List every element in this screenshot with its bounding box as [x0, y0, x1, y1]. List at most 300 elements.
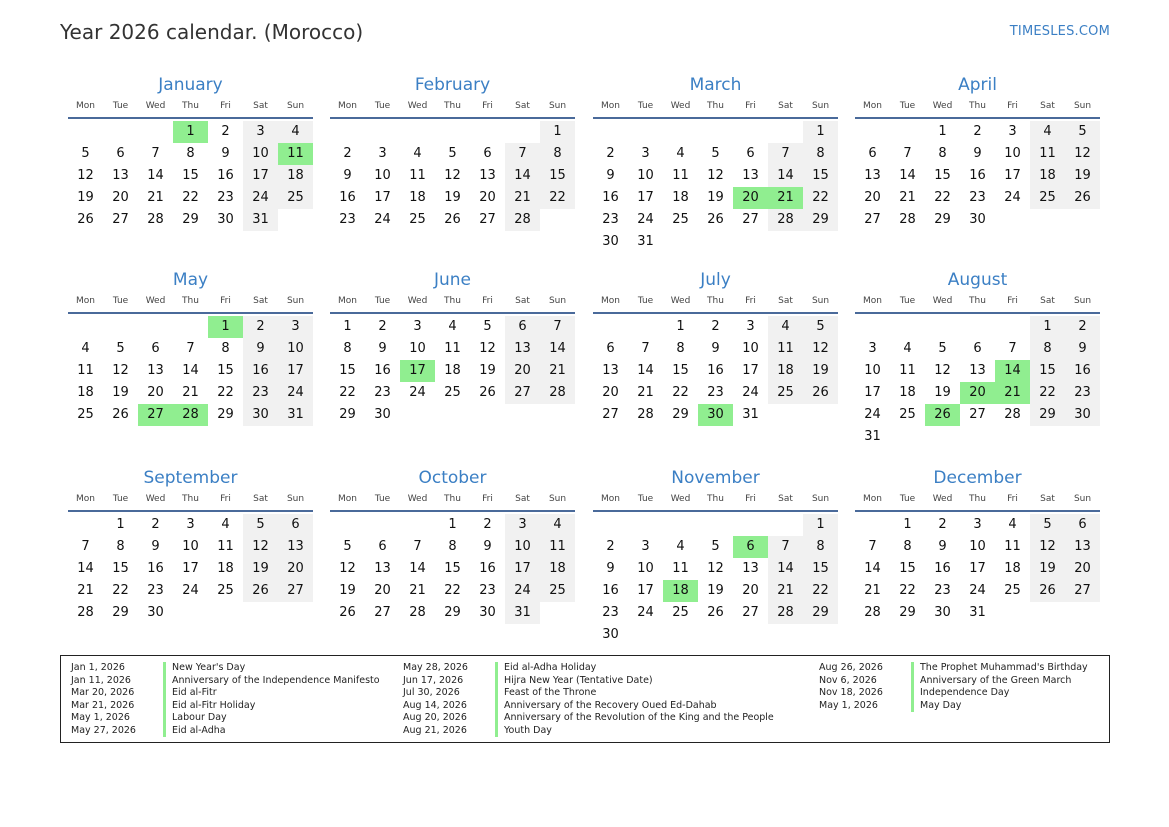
day-cell: 31: [637, 234, 654, 249]
day-cell: 29: [339, 407, 356, 422]
day-cell: 30: [969, 212, 986, 227]
weekday-label: Tue: [637, 296, 654, 306]
holiday-day: 27: [138, 404, 173, 426]
legend-row: [403, 662, 774, 675]
weekday-label: Thu: [444, 296, 461, 306]
holiday-date: Jul 30, 2026: [403, 687, 460, 698]
empty-cell: [855, 121, 890, 143]
day-cell: 8: [938, 146, 947, 161]
day-cell: 1: [938, 124, 947, 139]
holiday-name: New Year's Day: [163, 662, 245, 675]
day-cell: 24: [505, 580, 540, 602]
day-cell: 28: [768, 602, 803, 624]
weekday-label: Sun: [811, 296, 830, 306]
holiday-name: Eid al-Adha: [163, 725, 226, 738]
weekday-label: Sat: [515, 296, 530, 306]
empty-cell: [890, 121, 925, 143]
weekday-label: Sat: [1040, 101, 1055, 111]
day-cell: 4: [1030, 121, 1065, 143]
weekday-label: Fri: [745, 494, 756, 504]
day-cell: 26: [479, 385, 496, 400]
day-cell: 14: [505, 165, 540, 187]
empty-cell: [470, 121, 505, 143]
weekday-label: Sat: [778, 494, 793, 504]
day-cell: 11: [1004, 539, 1021, 554]
day-cell: 9: [243, 338, 278, 360]
day-grid: [330, 314, 575, 426]
day-cell: 13: [969, 363, 986, 378]
holiday-day: 14: [995, 360, 1030, 382]
weekday-label: Mon: [863, 494, 882, 504]
day-cell: 27: [112, 212, 129, 227]
day-cell: 5: [483, 319, 492, 334]
month-name: September: [143, 468, 238, 488]
empty-cell: [68, 514, 103, 536]
month-name: May: [172, 270, 209, 290]
empty-cell: [593, 514, 628, 536]
weekday-label: Fri: [482, 101, 493, 111]
day-cell: 10: [243, 143, 278, 165]
weekday-label: Sun: [811, 101, 830, 111]
day-cell: 12: [803, 338, 838, 360]
day-cell: 26: [707, 212, 724, 227]
day-cell: 12: [243, 536, 278, 558]
day-cell: 2: [343, 146, 352, 161]
day-cell: 2: [1065, 316, 1100, 338]
weekday-label: Mon: [76, 101, 95, 111]
day-cell: 24: [243, 187, 278, 209]
day-cell: 26: [243, 580, 278, 602]
weekday-label: Sat: [778, 101, 793, 111]
day-cell: 27: [505, 382, 540, 404]
day-cell: 10: [864, 363, 881, 378]
weekday-label: Fri: [220, 494, 231, 504]
day-cell: 21: [637, 385, 654, 400]
weekday-header: [68, 292, 313, 314]
weekday-label: Thu: [969, 494, 986, 504]
day-cell: 7: [505, 143, 540, 165]
empty-cell: [173, 316, 208, 338]
day-cell: 29: [1030, 404, 1065, 426]
day-cell: 10: [742, 341, 759, 356]
day-cell: 14: [768, 558, 803, 580]
day-cell: 15: [217, 363, 234, 378]
day-grid: [855, 512, 1100, 624]
day-cell: 21: [540, 360, 575, 382]
day-cell: 7: [641, 341, 650, 356]
legend-row: [71, 675, 380, 688]
weekday-label: Wed: [932, 494, 953, 504]
weekday-label: Thu: [707, 494, 724, 504]
day-cell: 20: [147, 385, 164, 400]
holiday-day: 6: [733, 536, 768, 558]
weekday-header: [855, 97, 1100, 119]
weekday-label: Wed: [932, 101, 953, 111]
day-cell: 18: [540, 558, 575, 580]
month-name: November: [671, 468, 760, 488]
weekday-label: Tue: [637, 494, 654, 504]
weekday-label: Thu: [444, 101, 461, 111]
month-july: [593, 268, 838, 426]
empty-cell: [628, 514, 663, 536]
weekday-label: Mon: [338, 296, 357, 306]
day-cell: 21: [899, 190, 916, 205]
weekday-header: [855, 292, 1100, 314]
empty-cell: [103, 316, 138, 338]
month-name: March: [689, 75, 742, 95]
day-cell: 20: [1065, 558, 1100, 580]
month-october: [330, 466, 575, 624]
day-cell: 10: [1004, 146, 1021, 161]
day-cell: 13: [1065, 536, 1100, 558]
day-cell: 6: [973, 341, 982, 356]
day-cell: 26: [803, 382, 838, 404]
day-cell: 28: [899, 212, 916, 227]
holiday-date: Mar 20, 2026: [71, 687, 135, 698]
day-cell: 13: [112, 168, 129, 183]
weekday-label: Sat: [1040, 494, 1055, 504]
holiday-day: 21: [995, 382, 1030, 404]
day-cell: 31: [742, 407, 759, 422]
day-cell: 6: [116, 146, 125, 161]
holiday-date: May 1, 2026: [819, 699, 878, 711]
day-cell: 15: [182, 168, 199, 183]
weekday-label: Sun: [1073, 101, 1092, 111]
day-cell: 27: [602, 407, 619, 422]
day-cell: 29: [934, 212, 951, 227]
weekday-label: Wed: [407, 494, 428, 504]
weekday-label: Mon: [601, 494, 620, 504]
day-cell: 14: [540, 338, 575, 360]
day-cell: 16: [217, 168, 234, 183]
month-name: January: [158, 75, 223, 95]
weekday-label: Wed: [670, 101, 691, 111]
day-cell: 4: [413, 146, 422, 161]
day-cell: 22: [803, 580, 838, 602]
empty-cell: [733, 514, 768, 536]
day-cell: 16: [602, 190, 619, 205]
day-cell: 22: [540, 187, 575, 209]
day-cell: 1: [116, 517, 125, 532]
day-cell: 5: [711, 539, 720, 554]
day-cell: 3: [868, 341, 877, 356]
day-cell: 20: [742, 583, 759, 598]
day-cell: 16: [934, 561, 951, 576]
weekday-label: Wed: [932, 296, 953, 306]
day-cell: 22: [899, 583, 916, 598]
weekday-label: Mon: [76, 296, 95, 306]
day-cell: 17: [374, 190, 391, 205]
weekday-label: Tue: [374, 101, 391, 111]
day-cell: 23: [374, 385, 391, 400]
weekday-label: Tue: [899, 494, 916, 504]
day-cell: 3: [746, 319, 755, 334]
empty-cell: [435, 121, 470, 143]
day-cell: 21: [182, 385, 199, 400]
day-cell: 3: [641, 539, 650, 554]
weekday-label: Tue: [112, 494, 129, 504]
holiday-name: Independence Day: [911, 687, 1009, 700]
day-cell: 9: [711, 341, 720, 356]
day-cell: 6: [868, 146, 877, 161]
day-cell: 2: [483, 517, 492, 532]
month-name: August: [947, 270, 1008, 290]
day-cell: 5: [1030, 514, 1065, 536]
day-cell: 4: [221, 517, 230, 532]
day-cell: 4: [540, 514, 575, 536]
holiday-legend: [60, 655, 1110, 743]
day-cell: 31: [969, 605, 986, 620]
day-cell: 8: [343, 341, 352, 356]
day-cell: 2: [938, 517, 947, 532]
day-cell: 22: [217, 385, 234, 400]
empty-cell: [365, 514, 400, 536]
day-cell: 7: [1008, 341, 1017, 356]
empty-cell: [400, 121, 435, 143]
day-cell: 21: [864, 583, 881, 598]
empty-cell: [330, 121, 365, 143]
weekday-label: Sun: [811, 494, 830, 504]
day-cell: 1: [448, 517, 457, 532]
day-grid: [593, 512, 838, 646]
month-september: [68, 466, 313, 624]
weekday-header: [330, 292, 575, 314]
day-cell: 23: [147, 583, 164, 598]
empty-cell: [663, 514, 698, 536]
day-cell: 29: [112, 605, 129, 620]
day-cell: 14: [77, 561, 94, 576]
day-cell: 20: [374, 583, 391, 598]
day-cell: 24: [637, 212, 654, 227]
day-cell: 20: [602, 385, 619, 400]
day-cell: 30: [602, 234, 619, 249]
day-cell: 23: [243, 382, 278, 404]
day-cell: 18: [1030, 165, 1065, 187]
day-cell: 24: [969, 583, 986, 598]
empty-cell: [855, 514, 890, 536]
legend-row: [403, 687, 774, 700]
weekday-label: Mon: [601, 101, 620, 111]
holiday-name: Anniversary of the Independence Manifesto: [163, 675, 380, 688]
day-cell: 25: [540, 580, 575, 602]
day-cell: 11: [768, 338, 803, 360]
day-cell: 7: [540, 316, 575, 338]
day-cell: 27: [479, 212, 496, 227]
weekday-label: Fri: [745, 296, 756, 306]
day-cell: 21: [409, 583, 426, 598]
day-cell: 4: [81, 341, 90, 356]
weekday-label: Tue: [374, 494, 391, 504]
day-cell: 24: [182, 583, 199, 598]
legend-row: [403, 712, 774, 725]
day-cell: 3: [243, 121, 278, 143]
holiday-name: The Prophet Muhammad's Birthday: [911, 662, 1088, 675]
day-cell: 15: [1030, 360, 1065, 382]
weekday-label: Sun: [286, 494, 305, 504]
day-cell: 11: [672, 168, 689, 183]
month-name: June: [433, 270, 472, 290]
day-cell: 6: [1065, 514, 1100, 536]
day-cell: 25: [409, 212, 426, 227]
weekday-label: Fri: [220, 296, 231, 306]
weekday-header: [68, 490, 313, 512]
day-cell: 28: [864, 605, 881, 620]
day-cell: 1: [803, 121, 838, 143]
day-cell: 30: [374, 407, 391, 422]
day-cell: 21: [147, 190, 164, 205]
month-january: [68, 73, 313, 231]
day-grid: [68, 314, 313, 426]
day-cell: 4: [676, 146, 685, 161]
day-cell: 11: [77, 363, 94, 378]
empty-cell: [698, 121, 733, 143]
day-cell: 6: [278, 514, 313, 536]
day-cell: 10: [278, 338, 313, 360]
day-cell: 8: [221, 341, 230, 356]
day-cell: 1: [540, 121, 575, 143]
empty-cell: [768, 514, 803, 536]
holiday-date: Aug 14, 2026: [403, 699, 467, 711]
day-cell: 23: [1065, 382, 1100, 404]
day-cell: 25: [768, 382, 803, 404]
holiday-day: 18: [663, 580, 698, 602]
weekday-label: Wed: [670, 296, 691, 306]
month-february: [330, 73, 575, 231]
day-cell: 23: [339, 212, 356, 227]
day-cell: 3: [1008, 124, 1017, 139]
day-grid: [593, 119, 838, 253]
day-cell: 15: [934, 168, 951, 183]
day-cell: 19: [707, 583, 724, 598]
day-cell: 8: [448, 539, 457, 554]
day-cell: 22: [339, 385, 356, 400]
holiday-day: 17: [400, 360, 435, 382]
day-cell: 29: [444, 605, 461, 620]
day-cell: 17: [637, 583, 654, 598]
holiday-day: 20: [733, 187, 768, 209]
day-cell: 29: [672, 407, 689, 422]
day-cell: 29: [217, 407, 234, 422]
day-cell: 15: [339, 363, 356, 378]
day-cell: 5: [343, 539, 352, 554]
legend-row: [71, 687, 380, 700]
weekday-label: Sun: [548, 296, 567, 306]
day-cell: 25: [672, 212, 689, 227]
day-cell: 14: [182, 363, 199, 378]
day-cell: 10: [637, 168, 654, 183]
weekday-label: Tue: [374, 296, 391, 306]
day-cell: 20: [505, 360, 540, 382]
weekday-header: [855, 490, 1100, 512]
day-cell: 20: [112, 190, 129, 205]
day-cell: 22: [444, 583, 461, 598]
weekday-header: [330, 490, 575, 512]
day-cell: 16: [147, 561, 164, 576]
day-cell: 28: [409, 605, 426, 620]
holiday-date: May 27, 2026: [71, 724, 136, 736]
day-cell: 18: [899, 385, 916, 400]
legend-row: [403, 700, 774, 713]
empty-cell: [400, 514, 435, 536]
weekday-label: Sun: [548, 494, 567, 504]
weekday-label: Sat: [1040, 296, 1055, 306]
day-cell: 19: [112, 385, 129, 400]
day-cell: 9: [606, 168, 615, 183]
weekday-label: Mon: [863, 101, 882, 111]
day-cell: 5: [938, 341, 947, 356]
holiday-name: Hijra New Year (Tentative Date): [495, 675, 653, 688]
empty-cell: [995, 316, 1030, 338]
empty-cell: [855, 316, 890, 338]
day-cell: 16: [339, 190, 356, 205]
day-cell: 13: [479, 168, 496, 183]
site-link[interactable]: TIMESLES.COM: [1009, 24, 1110, 39]
weekday-label: Tue: [112, 101, 129, 111]
day-cell: 23: [479, 583, 496, 598]
day-cell: 5: [81, 146, 90, 161]
day-cell: 24: [864, 407, 881, 422]
day-cell: 13: [505, 338, 540, 360]
day-cell: 10: [637, 561, 654, 576]
day-cell: 23: [707, 385, 724, 400]
day-cell: 12: [339, 561, 356, 576]
day-cell: 26: [444, 212, 461, 227]
day-cell: 26: [1065, 187, 1100, 209]
day-cell: 10: [505, 536, 540, 558]
day-cell: 26: [77, 212, 94, 227]
day-cell: 26: [707, 605, 724, 620]
day-cell: 27: [374, 605, 391, 620]
empty-cell: [698, 514, 733, 536]
day-cell: 6: [746, 146, 755, 161]
legend-row: [71, 700, 380, 713]
month-november: [593, 466, 838, 646]
day-cell: 8: [1030, 338, 1065, 360]
day-cell: 28: [637, 407, 654, 422]
weekday-label: Tue: [112, 296, 129, 306]
weekday-label: Mon: [76, 494, 95, 504]
holiday-day: 30: [698, 404, 733, 426]
month-june: [330, 268, 575, 426]
day-cell: 28: [147, 212, 164, 227]
day-cell: 24: [278, 382, 313, 404]
day-cell: 12: [77, 168, 94, 183]
weekday-label: Sat: [515, 494, 530, 504]
day-cell: 12: [1030, 536, 1065, 558]
day-cell: 2: [151, 517, 160, 532]
day-grid: [330, 512, 575, 624]
legend-row: [403, 725, 774, 738]
weekday-header: [593, 97, 838, 119]
day-cell: 9: [938, 539, 947, 554]
day-cell: 25: [672, 605, 689, 620]
day-cell: 18: [217, 561, 234, 576]
day-cell: 23: [602, 212, 619, 227]
day-grid: [855, 119, 1100, 231]
weekday-label: Mon: [338, 101, 357, 111]
weekday-label: Sat: [515, 101, 530, 111]
empty-cell: [330, 514, 365, 536]
weekday-label: Tue: [899, 101, 916, 111]
day-cell: 13: [147, 363, 164, 378]
day-cell: 15: [803, 558, 838, 580]
empty-cell: [365, 121, 400, 143]
day-cell: 15: [444, 561, 461, 576]
day-cell: 12: [1065, 143, 1100, 165]
day-cell: 19: [444, 190, 461, 205]
day-cell: 14: [768, 165, 803, 187]
weekday-label: Sun: [286, 296, 305, 306]
